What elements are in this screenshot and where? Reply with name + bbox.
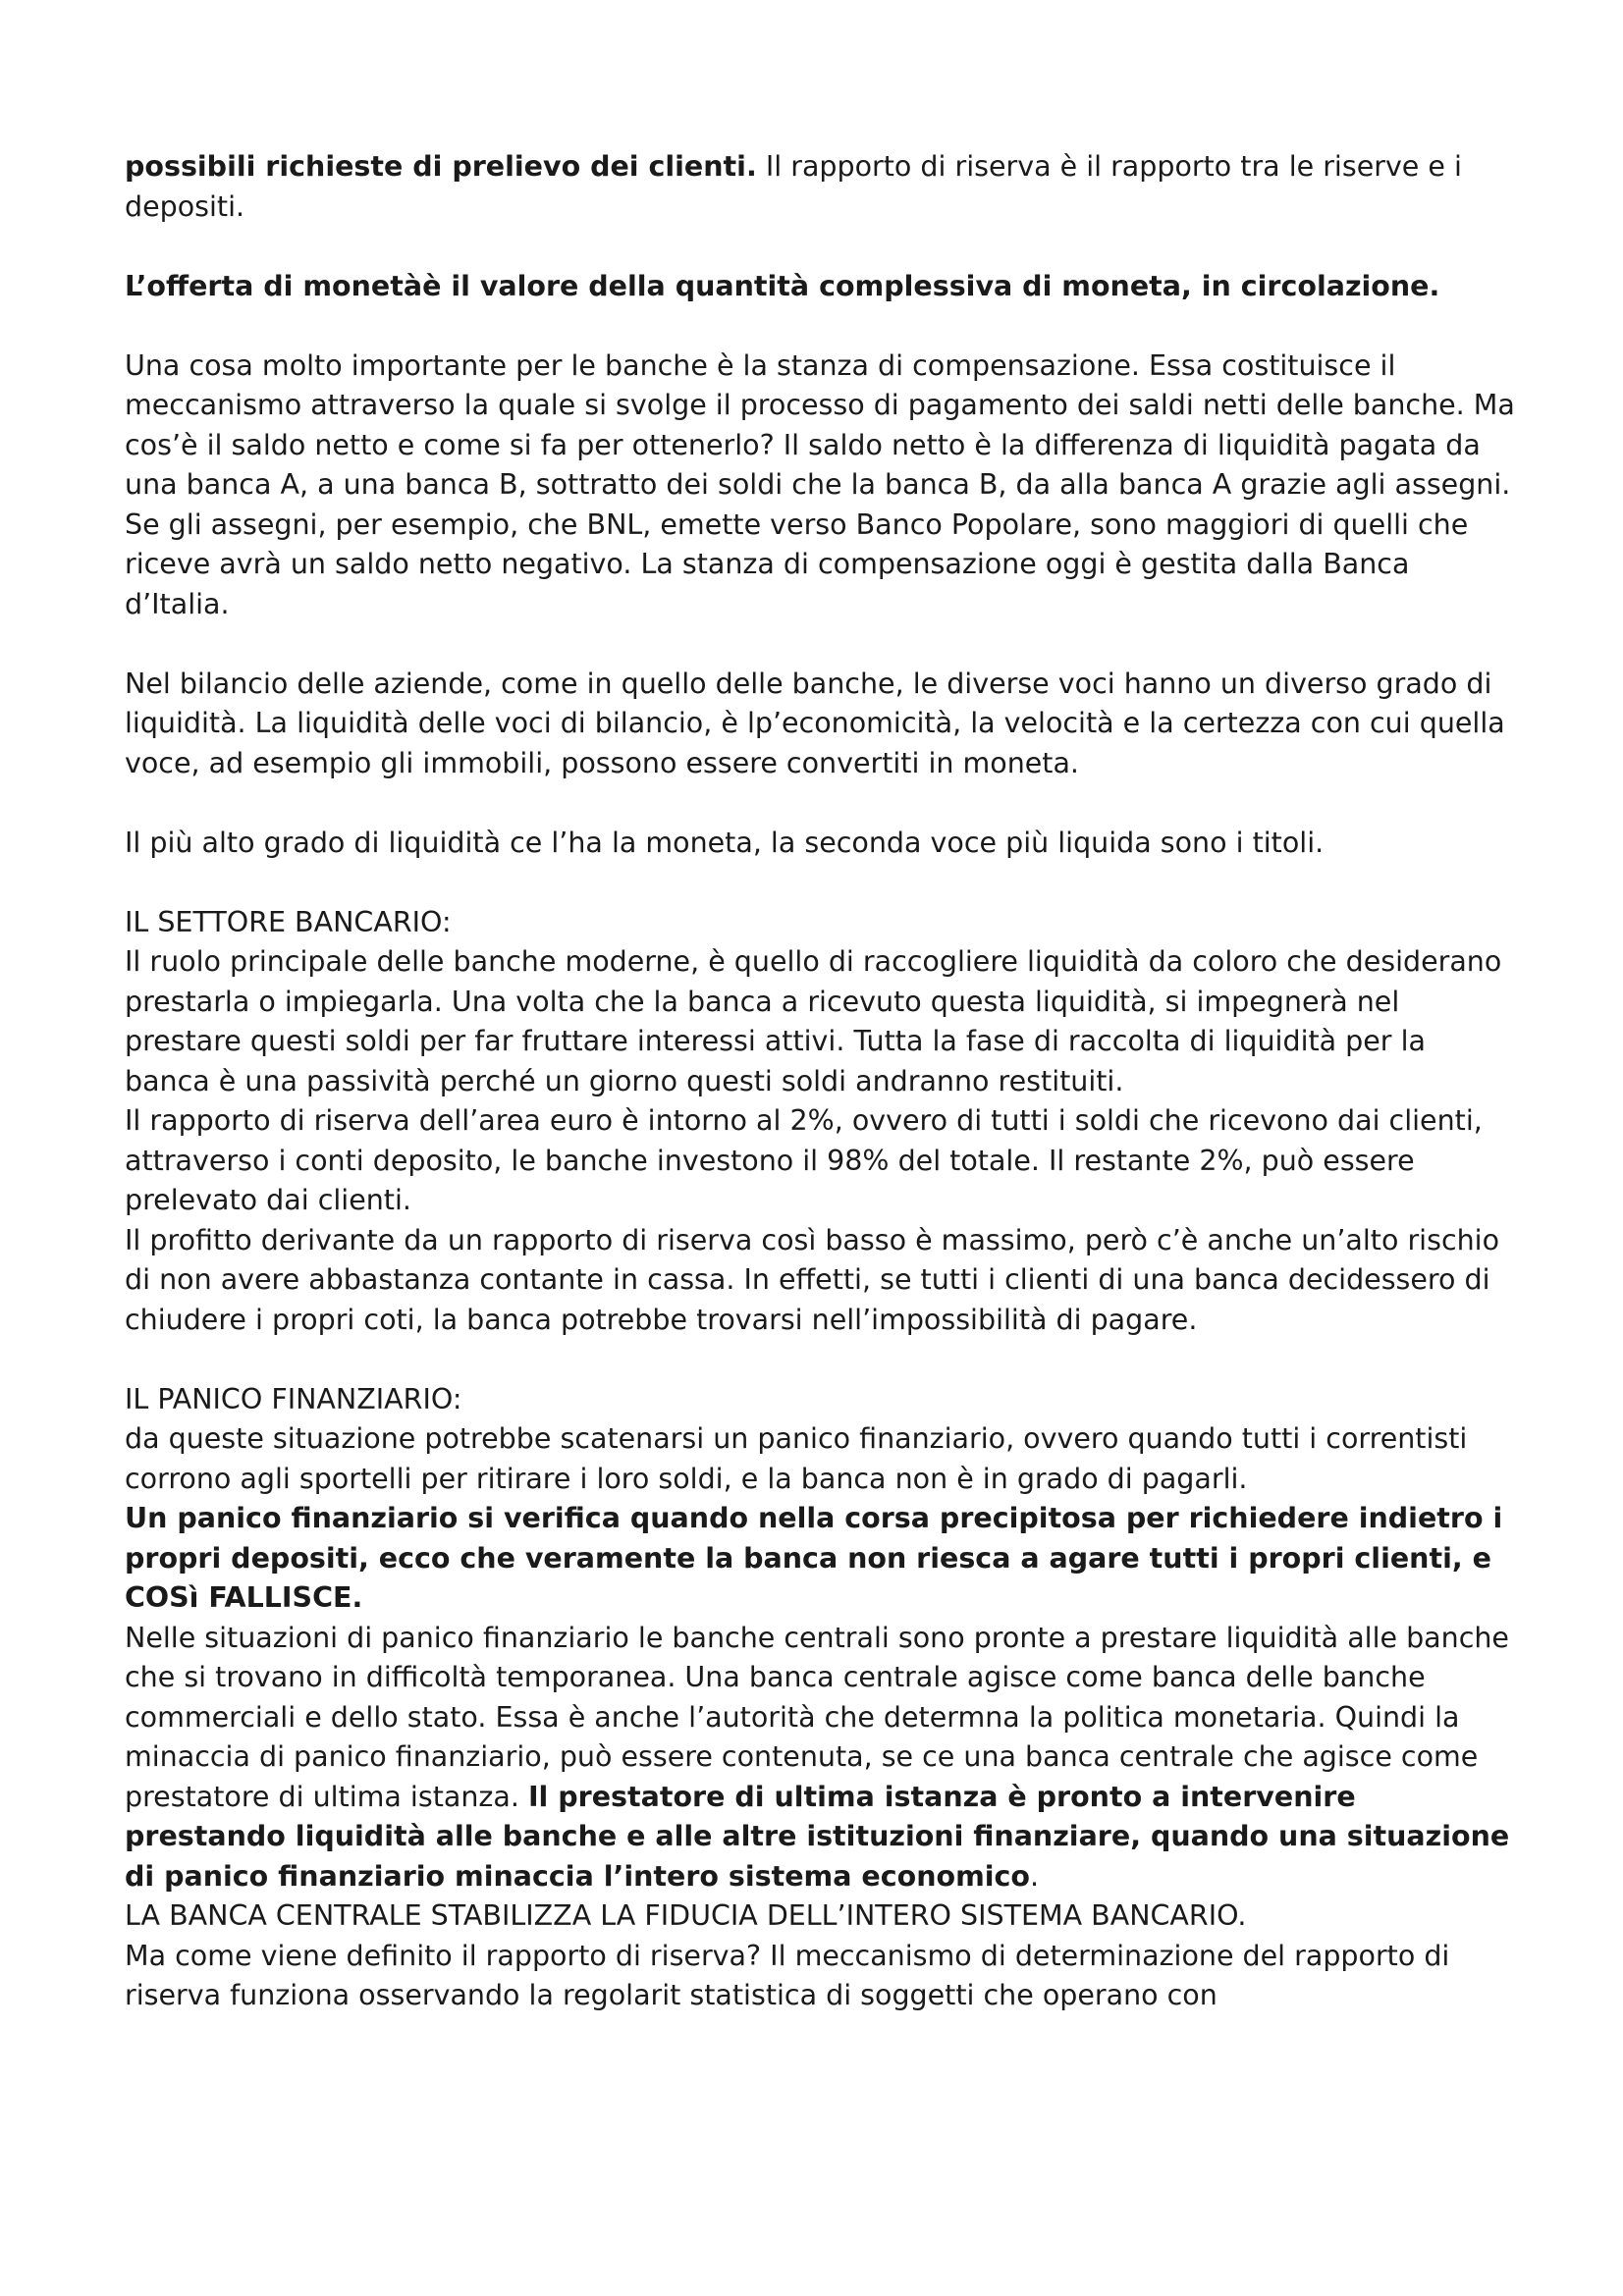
paragraph-clearing-house: Una cosa molto importante per le banche è la stanza di compensazione. Essa costituisce il meccanismo attraverso la quale si svolge il processo di pagamento dei saldi netti delle banche. Ma cos’è il saldo netto e come si fa per ottenerlo? Il saldo netto è la differenza di liquidità pagata da una banca A, a una banca B, sottratto dei soldi che la banca B, da alla banca A grazie agli assegni. Se gli assegni, per esempio, che BNL, emette verso Banco Popolare, sono maggiori di quelli che riceve avrà un saldo netto negativo. La stanza di compensazione oggi è gestita dalla Banca d’Italia.: [125, 348, 1515, 620]
bold-definition: L’offerta di monetàè il valore della quantità complessiva di moneta, in circolazione.: [125, 269, 1440, 302]
paragraph-profit-risk: Il profitto derivante da un rapporto di riserva così basso è massimo, però c’è anche un’alto rischio di non avere abbastanza contante in cassa. In effetti, se tutti i clienti di una banca decidessero di chiudere i propri coti, la banca potrebbe trovarsi nell’impossibilità di pagare.: [125, 1223, 1500, 1336]
paragraph-central-bank: [125, 1619, 1519, 1897]
paragraph-text: Nelle situazioni di panico finanziario le banche centrali sono pronte a prestare liquidità alle banche che si trovano in difficoltà temporanea. Una banca centrale agisce come banca delle banche commerciali e dello stato. Essa è anche l’autorità che determna la politica monetaria. Quindi la minaccia di panico finanziario, può essere contenuta, se ce una banca centrale che agisce come prestatore di ultima istanza.: [125, 1621, 1509, 1813]
paragraph-liquidity-ranking: Il più alto grado di liquidità ce l’ha la moneta, la seconda voce più liquida sono i titoli.: [125, 826, 1325, 859]
bold-definition: Un panico finanziario si verifica quando nella corsa precipitosa per richiedere indietro i propri depositi, ecco che veramente la banca non riesca a agare tutti i propri clienti, e COSì FALLISCE.: [125, 1502, 1503, 1614]
paragraph-euro-reserve: Il rapporto di riserva dell’area euro è intorno al 2%, ovvero di tutti i soldi che ricevono dai clienti, attraverso i conti deposito, le banche investono il 98% del totale. Il restante 2%, può essere prelevato dai clienti.: [125, 1104, 1483, 1216]
section-heading-banking-sector: IL SETTORE BANCARIO:: [125, 905, 452, 938]
paragraph-gap: [125, 1340, 1519, 1380]
paragraph-gap: [125, 306, 1519, 347]
bold-definition: Il prestatore di ultima istanza è pronto a intervenire prestando liquidità alle banche e alle altre istituzioni finanziare, quando una situazione di panico finanziario minaccia l’intero sistema economico: [125, 1780, 1510, 1893]
paragraph-money-supply: [125, 267, 1519, 307]
document-page: [125, 147, 1519, 2016]
paragraph-gap: [125, 227, 1519, 267]
paragraph-panic-definition: [125, 1499, 1519, 1619]
section-heading-financial-panic: IL PANICO FINANZIARIO:: [125, 1382, 462, 1415]
paragraph-text: Il rapporto di riserva è il rapporto tra le riserve e i depositi.: [125, 150, 1462, 223]
paragraph-panic-intro: da queste situazione potrebbe scatenarsi un panico finanziario, ovvero quando tutti i correntisti corrono agli sportelli per ritirare i loro soldi, e la banca non è in grado di pagarli.: [125, 1422, 1468, 1495]
paragraph-liquidity: Nel bilancio delle aziende, come in quello delle banche, le diverse voci hanno un diverso grado di liquidità. La liquidità delle voci di bilancio, è lp’economicità, la velocità e la certezza con cui quella voce, ad esempio gli immobili, possono essere convertiti in moneta.: [125, 667, 1505, 779]
paragraph-gap: [125, 624, 1519, 665]
paragraph-central-bank-statement: LA BANCA CENTRALE STABILIZZA LA FIDUCIA DELL’INTERO SISTEMA BANCARIO.: [125, 1899, 1247, 1932]
bold-text: possibili richieste di prelievo dei clienti.: [125, 150, 757, 183]
paragraph-gap: [125, 863, 1519, 903]
paragraph-text: .: [1030, 1859, 1040, 1893]
paragraph-reserve-question: Ma come viene definito il rapporto di riserva? Il meccanismo di determinazione del rapporto di riserva funziona osservando la regolarit statistica di soggetti che operano con: [125, 1939, 1450, 2011]
paragraph-gap: [125, 783, 1519, 824]
paragraph-reserve-ratio: [125, 147, 1519, 227]
paragraph-bank-role: Il ruolo principale delle banche moderne, è quello di raccogliere liquidità da coloro che desiderano prestarla o impiegarla. Una volta che la banca a ricevuto questa liquidità, si impegnerà nel prestare questi soldi per far fruttare interessi attivi. Tutta la fase di raccolta di liquidità per la banca è una passività perché un giorno questi soldi andranno restituiti.: [125, 945, 1502, 1097]
